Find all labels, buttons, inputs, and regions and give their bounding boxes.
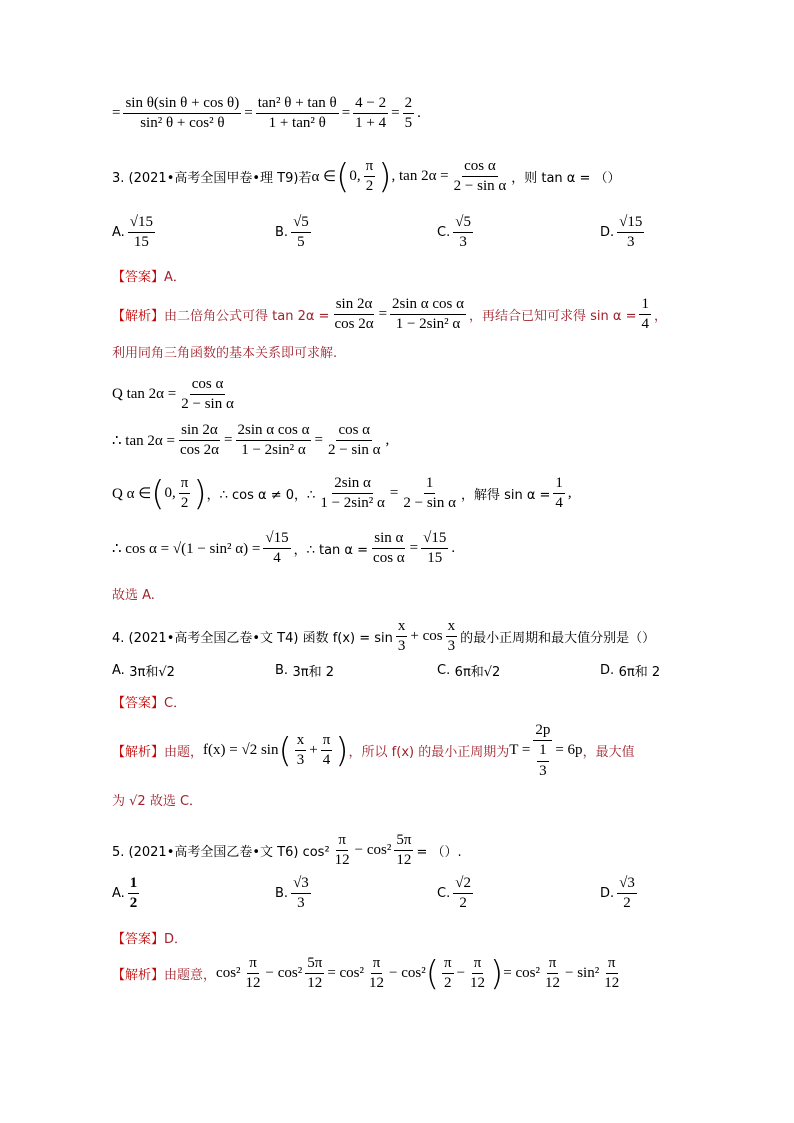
- q3-analysis-line2: 利用同角三角函数的基本关系即可求解.: [112, 346, 338, 361]
- q3-statement: 3. (2021•高考全国甲卷•理 T9)若 α ∈ ( 0, $\frac{\pi}{2}$ ) , tan 2α = $\frac{\text{cos α}}{\text{2 − sin α}}$ ，则 tan α = （）: [112, 156, 621, 197]
- q3-step2: ∴ tan 2α = $\frac{\sin 2\alpha}{\cos 2\alpha}$ = $\frac{\text{2sin α cos α}}{\text{1 − 2sin² α}}$ = $\frac{\text{cos α}}{\text{2 − sin α}}$ ,: [112, 422, 390, 459]
- fraction: $\frac{\pi}{2}$: [365, 158, 374, 195]
- q5-option-a: A. $\frac{1}{2}$: [112, 875, 138, 912]
- fraction: $\frac{\text{tan² θ + tan θ}}{\text{1 + tan² θ}}$: [257, 95, 337, 132]
- q3-step4: ∴ cos α = √(1 − sin² α) = $\frac{√15}{4}$ ，∴ tan α = $\frac{\text{sin α}}{\text{cos α}}$ = $\frac{√15}{15}$ .: [112, 530, 456, 567]
- q4-answer: 【答案】 C．: [112, 696, 187, 711]
- q4-option-c: C. 6π和√2: [437, 663, 501, 680]
- q3-option-a: A. $\frac{√15}{15}$: [112, 214, 154, 251]
- q5-option-d: D. $\frac{√3}{2}$: [600, 875, 635, 912]
- q4-analysis-line2: 为 √2 故选 C．: [112, 794, 203, 809]
- q3-option-c: C. $\frac{√5}{3}$: [437, 214, 471, 251]
- q3-option-b: B. $\frac{√5}{5}$: [275, 214, 309, 251]
- q5-option-c: C. $\frac{√2}{2}$: [437, 875, 471, 912]
- q5-statement: 5. (2021•高考全国乙卷•文 T6) cos² $\frac{\pi}{12}$ − cos² $\frac{5\pi}{12}$ = （）.: [112, 832, 462, 869]
- q3-option-d: D. $\frac{√15}{3}$: [600, 214, 643, 251]
- q4-analysis-line1: 【解析】 由题， f(x) = √2 sin ( $\frac{x}{3}$ + $\frac{\pi}{4}$ ) ，所以 f(x) 的最小正周期为 T = $\frac{2p}{\frac{1}{3}}$ = 6p ，最大值: [112, 722, 635, 779]
- q3-answer: 【答案】 A．: [112, 270, 186, 285]
- q3-analysis-line1: 【解析】 由二倍角公式可得 tan 2α = $\frac{\sin 2\alpha}{\cos 2\alpha}$ = $\frac{\text{2sin α cos α}}{\text{1 − 2sin² α}}$ ，再结合已知可求得 sin α = $\frac{1}{4}$ ，: [112, 296, 667, 333]
- fraction: $\frac{4 - 2}{1 + 4}$: [355, 95, 387, 132]
- q5-option-b: B. $\frac{√3}{3}$: [275, 875, 309, 912]
- q3-step3: Q α ∈ ( 0, $\frac{\pi}{2}$ ) ，∴ cos α ≠ 0，∴ $\frac{\text{2sin α}}{\text{1 − 2sin² α}}$ = $\frac{1}{\text{2 − sin α}}$ ，解得 sin α = $\frac{1}{4}$ ,: [112, 473, 572, 514]
- fraction: $\frac{\text{cos α}}{\text{2 − sin α}}$: [453, 158, 507, 195]
- q3-choose: 故选 A.: [112, 588, 155, 603]
- q5-analysis: 【解析】 由题意， cos² $\frac{\pi}{12}$ − cos² $\frac{5\pi}{12}$ = cos² $\frac{\pi}{12}$ − cos² ( $\frac{\pi}{2}$ − $\frac{\pi}{12}$ ) = cos² $\frac{\pi}{12}$ − sin² $\frac{\pi}{12}$: [112, 953, 620, 994]
- q4-option-d: D. 6π和 2: [600, 663, 661, 680]
- top-formula-line: = $\frac{\text{sin θ(sin θ + cos θ)}}{\text{sin² θ + cos² θ}}$ = $\frac{\text{tan² θ + tan θ}}{\text{1 + tan² θ}}$ = $\frac{4 - 2}{1 + 4}$ = $\frac{2}{5}$ .: [112, 95, 421, 132]
- q4-statement: 4. (2021•高考全国乙卷•文 T4) 函数 f(x) = sin $\frac{x}{3}$ + cos $\frac{x}{3}$ 的最小正周期和最大值分别是（）: [112, 618, 656, 655]
- q3-step1: Q tan 2α = $\frac{\text{cos α}}{\text{2 − sin α}}$: [112, 376, 234, 413]
- q5-answer: 【答案】 D．: [112, 932, 188, 947]
- q4-option-a: A. 3π和√2: [112, 663, 175, 680]
- fraction: $\frac{\text{sin θ(sin θ + cos θ)}}{\text{sin² θ + cos² θ}}$: [125, 95, 240, 132]
- q4-option-b: B. 3π和 2: [275, 663, 335, 680]
- fraction: $\frac{2}{5}$: [404, 95, 413, 132]
